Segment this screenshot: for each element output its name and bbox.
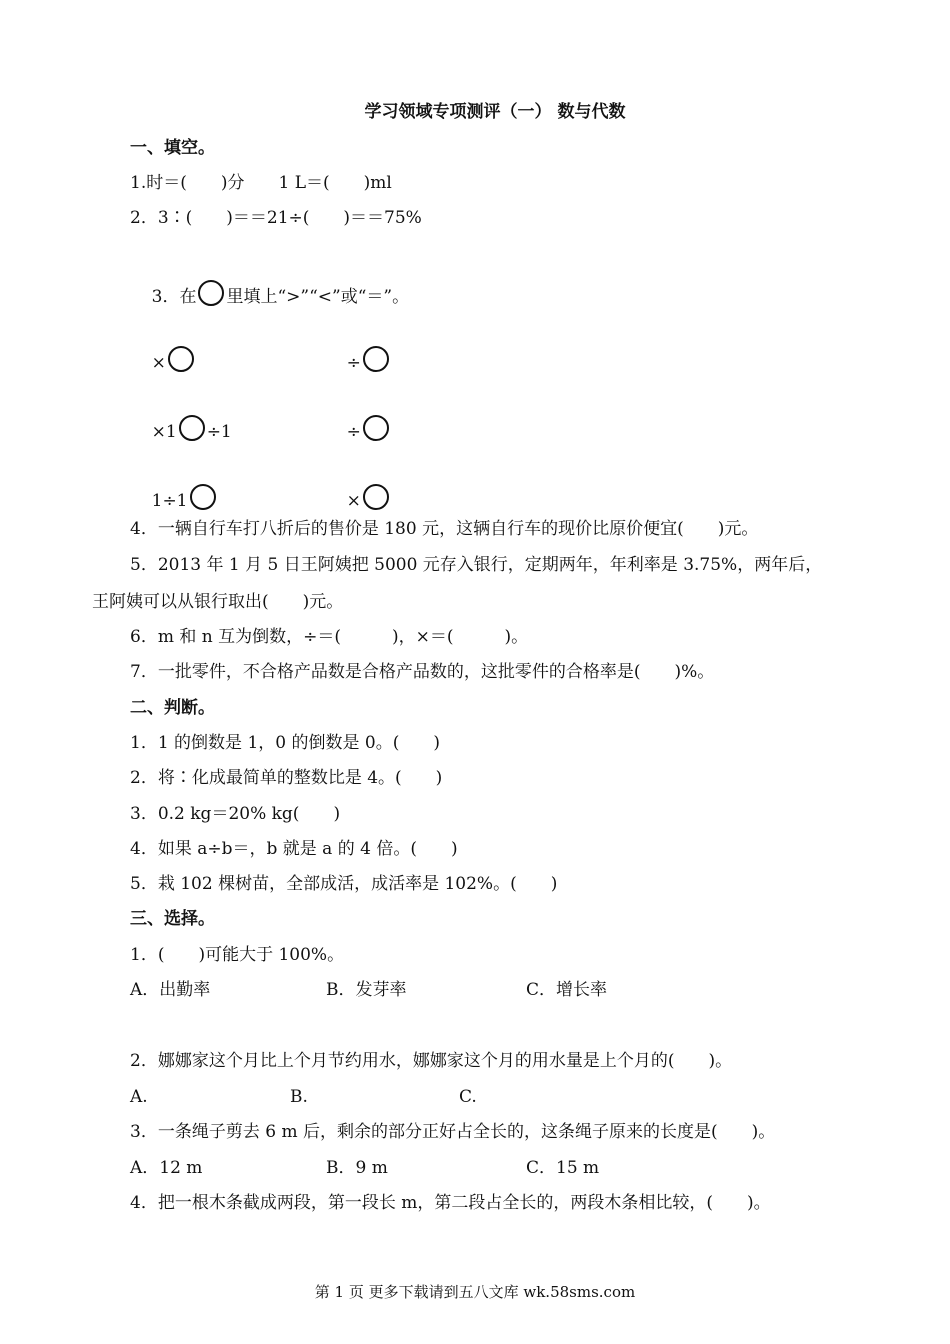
section1-heading: 一、填空。 [130, 138, 215, 158]
choice-q3-opt-c: C．15 m [526, 1158, 600, 1178]
fill-q2: 2．3∶( )＝＝21÷( )＝＝75% [130, 208, 422, 228]
choice-q4: 4．把一根木条截成两段，第一段长 m，第二段占全长的，两段木条相比较，( )。 [130, 1193, 771, 1213]
compare-r1c1-text: × [151, 353, 166, 373]
choice-q1: 1．( )可能大于 100%。 [130, 945, 345, 965]
page-footer: 第 1 页 更多下载请到五八文库 wk.58sms.com [314, 1283, 636, 1301]
compare-circle-icon[interactable] [363, 415, 389, 441]
compare-r2c2 [325, 393, 391, 465]
fill-q4: 4．一辆自行车打八折后的售价是 180 元，这辆自行车的现价比原价便宜( )元。 [130, 519, 759, 539]
compare-r2c1-post: ÷1 [206, 422, 232, 442]
compare-r1c2-text: ÷ [346, 353, 361, 373]
compare-r1c1 [130, 324, 196, 396]
compare-circle-icon[interactable] [179, 415, 205, 441]
judge-q1: 1．1 的倒数是 1，0 的倒数是 0。( ) [130, 733, 440, 753]
fill-q3-post: 里填上“>”“<”或“＝”。 [226, 287, 410, 307]
judge-q2: 2．将∶化成最简单的整数比是 4。( ) [130, 768, 443, 788]
compare-r3c2-text: × [346, 491, 361, 511]
judge-q3: 3．0.2 kg＝20% kg( ) [130, 804, 341, 824]
choice-q2-opt-b: B. [290, 1087, 308, 1107]
compare-r3c1-text: 1÷1 [151, 491, 188, 511]
choice-q2-opt-c: C. [459, 1087, 477, 1107]
compare-circle-icon[interactable] [363, 484, 389, 510]
section3-heading: 三、选择。 [130, 909, 215, 929]
choice-q3: 3．一条绳子剪去 6 m 后，剩余的部分正好占全长的，这条绳子原来的长度是( )。 [130, 1122, 776, 1142]
compare-circle-icon[interactable] [190, 484, 216, 510]
choice-q2: 2．娜娜家这个月比上个月节约用水，娜娜家这个月的用水量是上个月的( )。 [130, 1051, 733, 1071]
choice-q2-opt-a: A. [130, 1087, 148, 1107]
choice-q1-opt-c: C．增长率 [526, 980, 608, 1000]
fill-q1: 1.时＝( )分 1 L＝( )ml [130, 173, 392, 193]
fill-q5-line1: 5．2013 年 1 月 5 日王阿姨把 5000 元存入银行，定期两年，年利率是 3.75%，两年后， [130, 555, 823, 575]
fill-q3-pre: 3．在 [151, 287, 197, 307]
fill-q6: 6．m 和 n 互为倒数，÷＝( )，×＝( )。 [130, 627, 529, 647]
compare-r2c2-text: ÷ [346, 422, 361, 442]
section2-heading: 二、判断。 [130, 698, 215, 718]
judge-q5: 5．栽 102 棵树苗，全部成活，成活率是 102%。( ) [130, 874, 558, 894]
compare-circle-icon[interactable] [363, 346, 389, 372]
compare-circle-icon[interactable] [168, 346, 194, 372]
fill-q5-line2: 王阿姨可以从银行取出( )元。 [92, 592, 344, 612]
compare-r2c1 [130, 393, 232, 465]
compare-circle-icon [198, 280, 224, 306]
judge-q4: 4．如果 a÷b＝，b 就是 a 的 4 倍。( ) [130, 839, 458, 859]
choice-q1-opt-a: A．出勤率 [130, 980, 211, 1000]
choice-q3-opt-b: B．9 m [326, 1158, 388, 1178]
choice-q1-opt-b: B．发芽率 [326, 980, 407, 1000]
compare-r2c1-pre: ×1 [151, 422, 177, 442]
fill-q3 [130, 258, 409, 330]
compare-r1c2 [325, 324, 391, 396]
fill-q7: 7．一批零件，不合格产品数是合格产品数的，这批零件的合格率是( )%。 [130, 662, 715, 682]
page-title: 学习领域专项测评（一） 数与代数 [364, 102, 626, 122]
choice-q3-opt-a: A．12 m [130, 1158, 203, 1178]
